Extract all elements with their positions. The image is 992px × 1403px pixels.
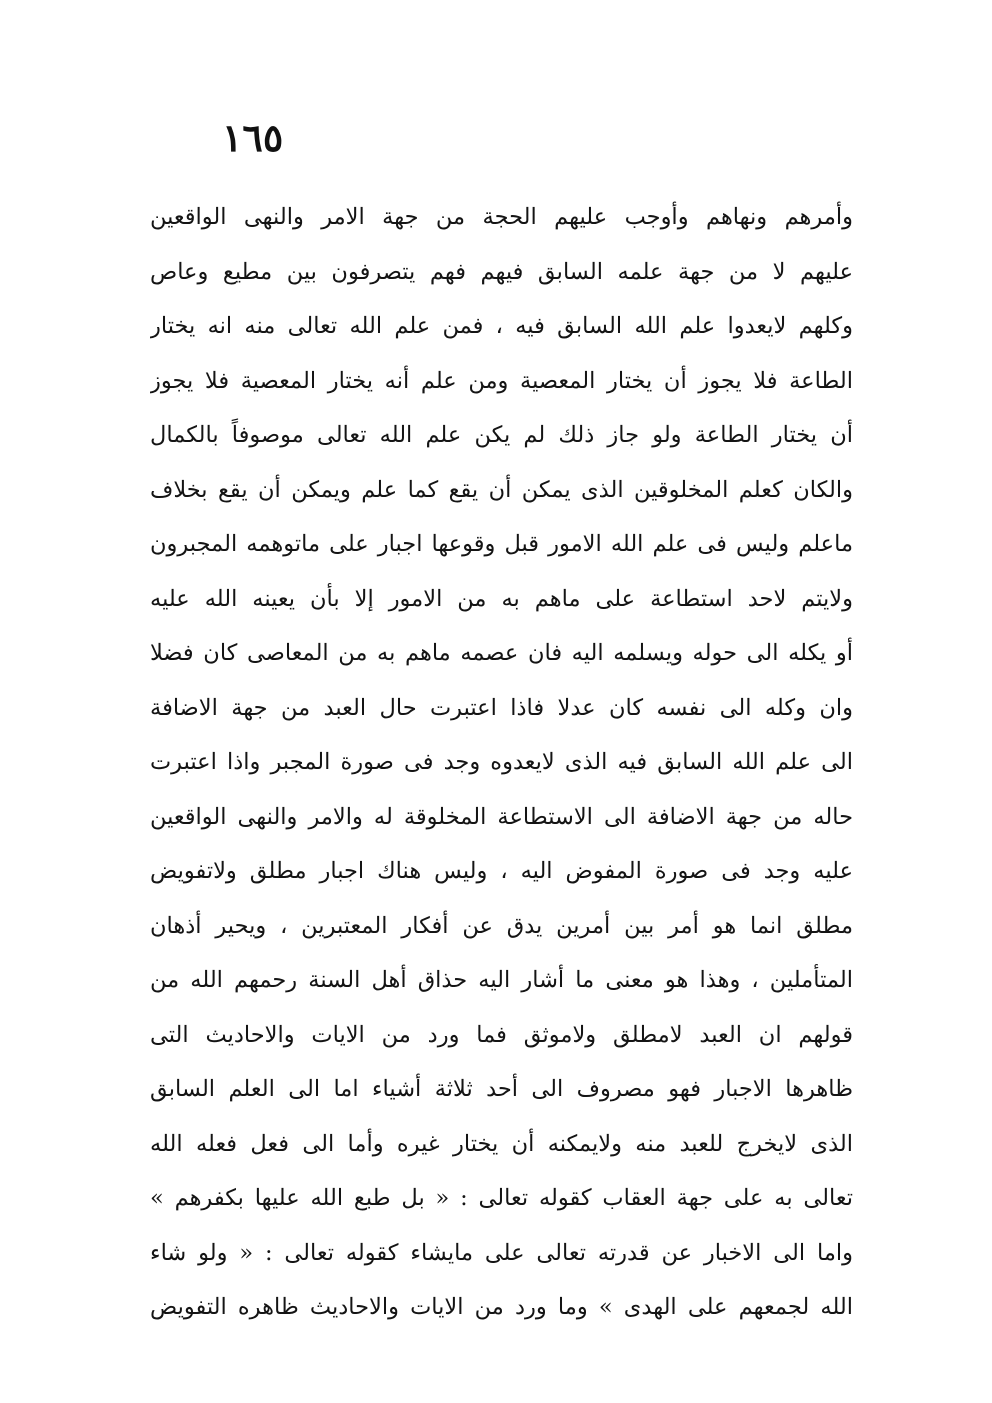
text-line: عليهم لا من جهة علمه السابق فيهم فهم يتصرفون بين مطيع وعاص — [150, 258, 853, 285]
text-line: مطلق انما هو أمر بين أمرين يدق عن أفكار المعتبرين ، ويحير أذهان — [150, 912, 853, 939]
text-line: ولايتم لاحد استطاعة على ماهم به من الامور إلا بأن يعينه الله عليه — [150, 585, 853, 612]
text-line: أو يكله الى حوله ويسلمه اليه فان عصمه ماهم به من المعاصى كان فضلا — [150, 640, 853, 666]
text-line: وأمرهم ونهاهم وأوجب عليهم الحجة من جهة الامر والنهى الواقعين — [150, 204, 853, 230]
text-line: قولهم ان العبد لامطلق ولاموثق فما ورد من الايات والاحاديث التى — [150, 1021, 853, 1048]
body-text — [150, 190, 853, 1335]
page-number: ١٦٥ — [222, 115, 284, 160]
text-line: الله لجمعهم على الهدى » وما ورد من الايات والاحاديث ظاهره التفويض — [150, 1294, 853, 1320]
text-line: تعالى به على جهة العقاب كقوله تعالى : « بل طبع الله عليها بكفرهم » — [150, 1185, 853, 1211]
text-line: المتأملين ، وهذا هو معنى ما أشار اليه حذاق أهل السنة رحمهم الله من — [150, 967, 853, 993]
text-line: الى علم الله السابق فيه الذى لايعدوه وجد فى صورة المجبر واذا اعتبرت — [150, 749, 853, 775]
text-line: ظاهرها الاجبار فهو مصروف الى أحد ثلاثة أشياء اما الى العلم السابق — [150, 1076, 853, 1102]
text-line: وكلهم لايعدوا علم الله السابق فيه ، فمن علم الله تعالى منه انه يختار — [150, 313, 853, 339]
text-line: عليه وجد فى صورة المفوض اليه ، وليس هناك اجبار مطلق ولاتفويض — [150, 858, 853, 884]
text-line: أن يختار الطاعة ولو جاز ذلك لم يكن علم الله تعالى موصوفاً بالكمال — [150, 422, 853, 448]
text-line: الطاعة فلا يجوز أن يختار المعصية ومن علم أنه يختار المعصية فلا يجوز — [150, 367, 853, 394]
text-line: حاله من جهة الاضافة الى الاستطاعة المخلوقة له والامر والنهى الواقعين — [150, 803, 853, 830]
text-line: واما الى الاخبار عن قدرته تعالى على مايشاء كقوله تعالى : « ولو شاء — [150, 1239, 853, 1266]
text-line: ماعلم وليس فى علم الله الامور قبل وقوعها اجبار على ماتوهمه المجبرون — [150, 531, 853, 557]
text-line: وان وكله الى نفسه كان عدلا فاذا اعتبرت حال العبد من جهة الاضافة — [150, 694, 853, 721]
text-line: الذى لايخرج للعبد منه ولايمكنه أن يختار غيره وأما الى فعل فعله الله — [150, 1130, 853, 1157]
text-line: والكان كعلم المخلوقين الذى يمكن أن يقع كما علم ويمكن أن يقع بخلاف — [150, 476, 853, 503]
